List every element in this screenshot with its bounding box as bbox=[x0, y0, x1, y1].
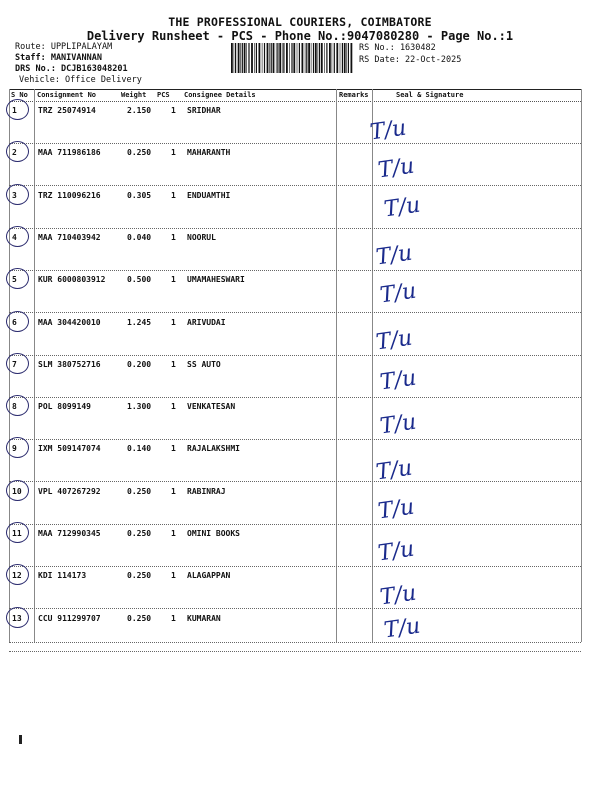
weight-value: 1.245 bbox=[127, 317, 152, 327]
weight-value: 0.250 bbox=[127, 148, 152, 158]
handwritten-signature: T/u bbox=[374, 240, 414, 271]
weight-value: 1.300 bbox=[127, 402, 152, 412]
sno-circle-mark bbox=[6, 226, 29, 247]
serial-number: 2 bbox=[12, 148, 17, 158]
table-row bbox=[9, 525, 581, 567]
consignment-number: KUR 6000803912 bbox=[38, 275, 106, 285]
consignee-name: KUMARAN bbox=[187, 613, 221, 623]
handwritten-signature: T/u bbox=[376, 536, 416, 567]
col-pcs: PCS bbox=[157, 91, 170, 99]
company-title: THE PROFESSIONAL COURIERS, COIMBATORE bbox=[168, 15, 432, 29]
handwritten-signature: T/u bbox=[374, 325, 414, 355]
sno-circle-mark bbox=[6, 311, 29, 332]
serial-number: 5 bbox=[12, 275, 17, 285]
table-row bbox=[9, 271, 581, 313]
sno-circle-mark bbox=[6, 395, 29, 416]
handwritten-signature: T/u bbox=[378, 278, 418, 309]
serial-number: 13 bbox=[12, 613, 22, 623]
weight-value: 2.150 bbox=[127, 106, 152, 115]
serial-number: 6 bbox=[12, 317, 17, 327]
pcs-value: 1 bbox=[171, 571, 176, 581]
consignee-name: ENDUAMTHI bbox=[187, 190, 231, 200]
handwritten-signature: T/u bbox=[378, 409, 418, 440]
drs-number: DRS No.: DCJB163048201 bbox=[15, 64, 128, 74]
serial-number: 10 bbox=[12, 486, 22, 496]
staff-label: Staff: MANIVANNAN bbox=[15, 53, 102, 63]
col-weight: Weight bbox=[121, 91, 147, 99]
consignee-name: ARIVUDAI bbox=[187, 317, 226, 327]
col-consignee: Consignee Details bbox=[184, 91, 256, 99]
col-remarks: Remarks bbox=[339, 91, 369, 99]
handwritten-signature: T/u bbox=[376, 153, 416, 184]
consignee-name: ALAGAPPAN bbox=[187, 571, 231, 581]
consignment-number: MAA 304420010 bbox=[38, 317, 101, 327]
pcs-value: 1 bbox=[171, 529, 176, 538]
consignment-number: IXM 509147074 bbox=[38, 444, 101, 454]
rs-number: RS No.: 1630482 bbox=[359, 43, 436, 53]
pcs-value: 1 bbox=[171, 402, 176, 412]
sno-circle-mark bbox=[6, 268, 29, 289]
table-bottom-border bbox=[9, 642, 581, 643]
consignee-name: RAJALAKSHMI bbox=[187, 444, 240, 454]
table-row bbox=[9, 610, 581, 652]
weight-value: 0.250 bbox=[127, 571, 152, 581]
sno-circle-mark bbox=[6, 141, 29, 162]
route-label: Route: UPPLIPALAYAM bbox=[15, 42, 113, 52]
pcs-value: 1 bbox=[171, 190, 176, 200]
table-row bbox=[9, 567, 581, 609]
consignment-number: VPL 407267292 bbox=[38, 486, 101, 496]
weight-value: 0.040 bbox=[127, 232, 152, 242]
weight-value: 0.500 bbox=[127, 275, 152, 285]
serial-number: 3 bbox=[12, 190, 17, 200]
handwritten-signature: T/u bbox=[382, 192, 422, 222]
handwritten-signature: T/u bbox=[368, 115, 408, 146]
handwritten-signature: T/u bbox=[374, 455, 414, 486]
table-row bbox=[9, 314, 581, 356]
consignee-name: MAHARANTH bbox=[187, 148, 231, 158]
consignment-number: MAA 711986186 bbox=[38, 148, 101, 158]
handwritten-signature: T/u bbox=[378, 365, 418, 396]
consignee-name: VENKATESAN bbox=[187, 402, 236, 412]
serial-number: 4 bbox=[12, 232, 17, 242]
runsheet-subtitle: Delivery Runsheet - PCS - Phone No.:9047080280 - Page No.:1 bbox=[86, 29, 514, 43]
weight-value: 0.200 bbox=[127, 359, 152, 369]
weight-value: 0.305 bbox=[127, 190, 152, 200]
handwritten-signature: T/u bbox=[382, 613, 422, 643]
table-row bbox=[9, 229, 581, 271]
barcode-image bbox=[230, 43, 355, 73]
col-consignment: Consignment No bbox=[37, 91, 97, 99]
pcs-value: 1 bbox=[171, 613, 176, 623]
weight-value: 0.250 bbox=[127, 613, 152, 623]
handwritten-signature: T/u bbox=[378, 580, 418, 611]
pcs-value: 1 bbox=[171, 232, 176, 242]
pcs-value: 1 bbox=[171, 317, 176, 327]
pcs-value: 1 bbox=[171, 275, 176, 285]
serial-number: 8 bbox=[12, 402, 17, 412]
col-sno: S No bbox=[11, 91, 28, 99]
consignment-number: MAA 710403942 bbox=[38, 232, 101, 242]
consignee-name: UMAMAHESWARI bbox=[187, 275, 245, 285]
pcs-value: 1 bbox=[171, 486, 176, 496]
consignment-number: TRZ 110096216 bbox=[38, 190, 101, 200]
table-header bbox=[9, 90, 581, 101]
table-row bbox=[9, 102, 581, 144]
consignment-number: CCU 911299707 bbox=[38, 613, 101, 623]
weight-value: 0.140 bbox=[127, 444, 152, 454]
consignee-name: NOORUL bbox=[187, 232, 216, 242]
consignment-number: SLM 380752716 bbox=[38, 359, 101, 369]
table-row bbox=[9, 398, 581, 440]
table-row bbox=[9, 144, 581, 186]
consignment-number: MAA 712990345 bbox=[38, 529, 101, 538]
consignee-name: RABINRAJ bbox=[187, 486, 226, 496]
table-row bbox=[9, 483, 581, 525]
column-divider bbox=[581, 89, 582, 642]
sno-circle-mark bbox=[6, 353, 29, 374]
serial-number: 1 bbox=[12, 106, 17, 115]
consignment-number: TRZ 25074914 bbox=[38, 106, 96, 115]
pcs-value: 1 bbox=[171, 359, 176, 369]
consignment-number: POL 8099149 bbox=[38, 402, 91, 412]
col-seal-signature: Seal & Signature bbox=[396, 91, 464, 99]
pcs-value: 1 bbox=[171, 106, 176, 115]
serial-number: 7 bbox=[12, 359, 17, 369]
weight-value: 0.250 bbox=[127, 486, 152, 496]
handwritten-signature: T/u bbox=[376, 494, 416, 525]
margin-mark bbox=[19, 735, 22, 744]
vehicle-label: Vehicle: Office Delivery bbox=[19, 75, 142, 85]
table-row bbox=[9, 187, 581, 229]
pcs-value: 1 bbox=[171, 148, 176, 158]
sno-circle-mark bbox=[6, 437, 29, 458]
sno-circle-mark bbox=[6, 184, 29, 205]
consignee-name: OMINI BOOKS bbox=[187, 529, 240, 538]
consignee-name: SRIDHAR bbox=[187, 106, 221, 115]
serial-number: 9 bbox=[12, 444, 17, 454]
serial-number: 12 bbox=[12, 571, 22, 581]
table-row bbox=[9, 356, 581, 398]
table-row bbox=[9, 440, 581, 486]
consignment-number: KDI 114173 bbox=[38, 571, 87, 581]
row-divider bbox=[9, 651, 581, 652]
pcs-value: 1 bbox=[171, 444, 176, 454]
sno-circle-mark bbox=[6, 99, 29, 120]
rs-date: RS Date: 22-Oct-2025 bbox=[359, 55, 462, 65]
consignee-name: SS AUTO bbox=[187, 359, 221, 369]
serial-number: 11 bbox=[12, 529, 22, 538]
weight-value: 0.250 bbox=[127, 529, 152, 538]
